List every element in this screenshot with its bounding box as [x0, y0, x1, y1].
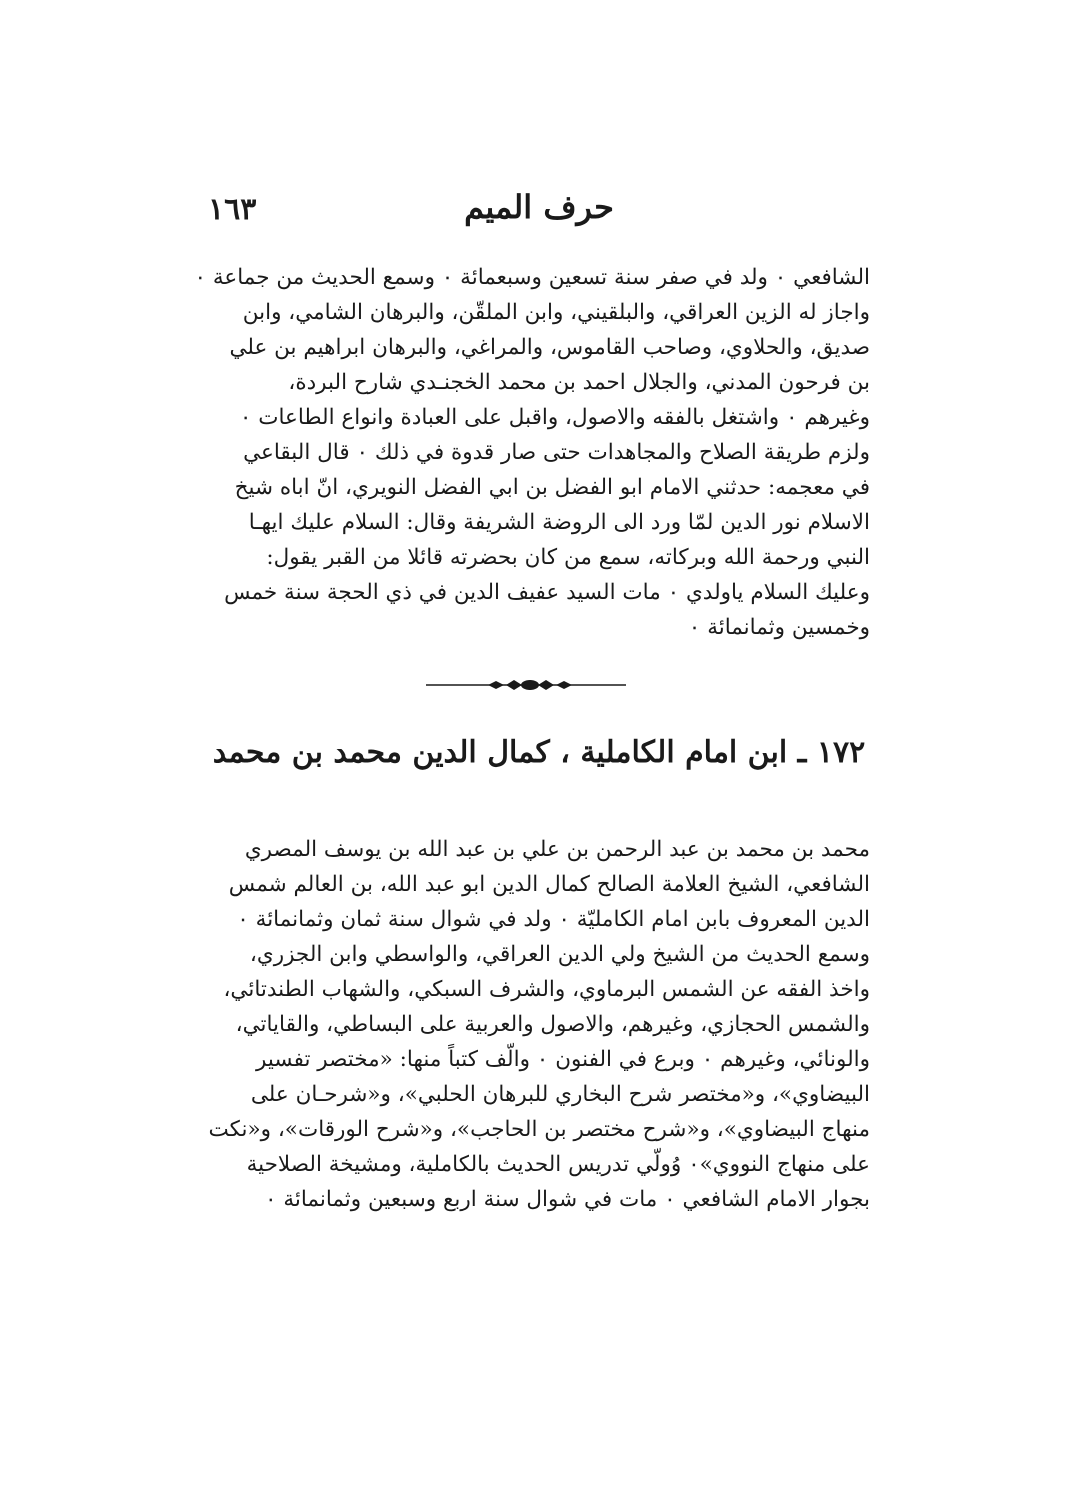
text-line: النبي ورحمة الله وبركاته، سمع من كان بحضرته قائلا من القبر يقول:	[266, 545, 870, 570]
text-line: بجوار الامام الشافعي ٠ مات في شوال سنة اربع وسبعين وثمانمائة ٠	[264, 1187, 870, 1212]
text-line: وغيرهم ٠ واشتغل بالفقه والاصول، واقبل على العبادة وانواع الطاعات ٠	[239, 405, 870, 430]
running-title: حرف الميم	[464, 188, 614, 226]
text-line: والشمس الحجازي، وغيرهم، والاصول والعربية على البساطي، والقاياتي،	[235, 1012, 870, 1037]
text-line: والونائي، وغيرهم ٠ وبرع في الفنون ٠ والّف كتباً منها: «مختصر تفسير	[256, 1047, 870, 1072]
paragraph-continuation	[194, 260, 870, 645]
text-line: وسمع الحديث من الشيخ ولي الدين العراقي، والواسطي وابن الجزري،	[249, 942, 870, 967]
text-line: وخمسين وثمانمائة ٠	[688, 615, 870, 640]
text-line: البيضاوي»، و«مختصر شرح البخاري للبرهان الحلبي»، و«شرحـان على	[250, 1082, 870, 1107]
text-line: على منهاج النووي»٠ وُولّي تدريس الحديث بالكاملية، ومشيخة الصلاحية	[246, 1152, 870, 1177]
text-line: ولزم طريقة الصلاح والمجاهدات حتى صار قدوة في ذلك ٠ قال البقاعي	[243, 440, 870, 465]
text-line: بن فرحون المدني، والجلال احمد بن محمد الخجنـدي شارح البردة،	[288, 370, 870, 395]
text-line: وعليك السلام ياولدي ٠ مات السيد عفيف الدين في ذي الحجة سنة خمس	[224, 580, 870, 605]
text-line: الشافعي، الشيخ العلامة الصالح كمال الدين ابو عبد الله، بن العالم شمس	[228, 872, 870, 897]
page-header	[208, 188, 870, 238]
text-line: الشافعي ٠ ولد في صفر سنة تسعين وسبعمائة ٠ وسمع الحديث من جماعة ٠	[194, 265, 870, 290]
text-line: صديق، والحلاوي، وصاحب القاموس، والمراغي، والبرهان ابراهيم بن علي	[229, 335, 870, 360]
text-line: الدين المعروف بابن امام الكامليّة ٠ ولد في شوال سنة ثمان وثمانمائة ٠	[237, 907, 870, 932]
text-line: واجاز له الزين العراقي، والبلقيني، وابن الملقّن، والبرهان الشامي، وابن	[242, 300, 870, 325]
page-number: ١٦٣	[208, 192, 257, 227]
entry-paragraph	[208, 832, 870, 1217]
text-line: منهاج البيضاوي»، و«شرح مختصر بن الحاجب»، و«شرح الورقات»، و«نكت	[208, 1117, 870, 1142]
entry-heading: ١٧٢ ـ ابن امام الكاملية ، كمال الدين محمد بن محمد	[212, 735, 866, 770]
text-line: واخذ الفقه عن الشمس البرماوي، والشرف السبكي، والشهاب الطندتائي،	[223, 977, 870, 1002]
section-divider-ornament	[426, 675, 626, 695]
text-line: في معجمه: حدثني الامام ابو الفضل بن ابي الفضل النويري، انّ اباه شيخ	[234, 475, 870, 500]
text-line: محمد بن محمد بن عبد الرحمن بن علي بن عبد الله بن يوسف المصري	[244, 837, 870, 862]
text-line: الاسلام نور الدين لمّا ورد الى الروضة الشريفة وقال: السلام عليك ايهـا	[248, 510, 870, 535]
